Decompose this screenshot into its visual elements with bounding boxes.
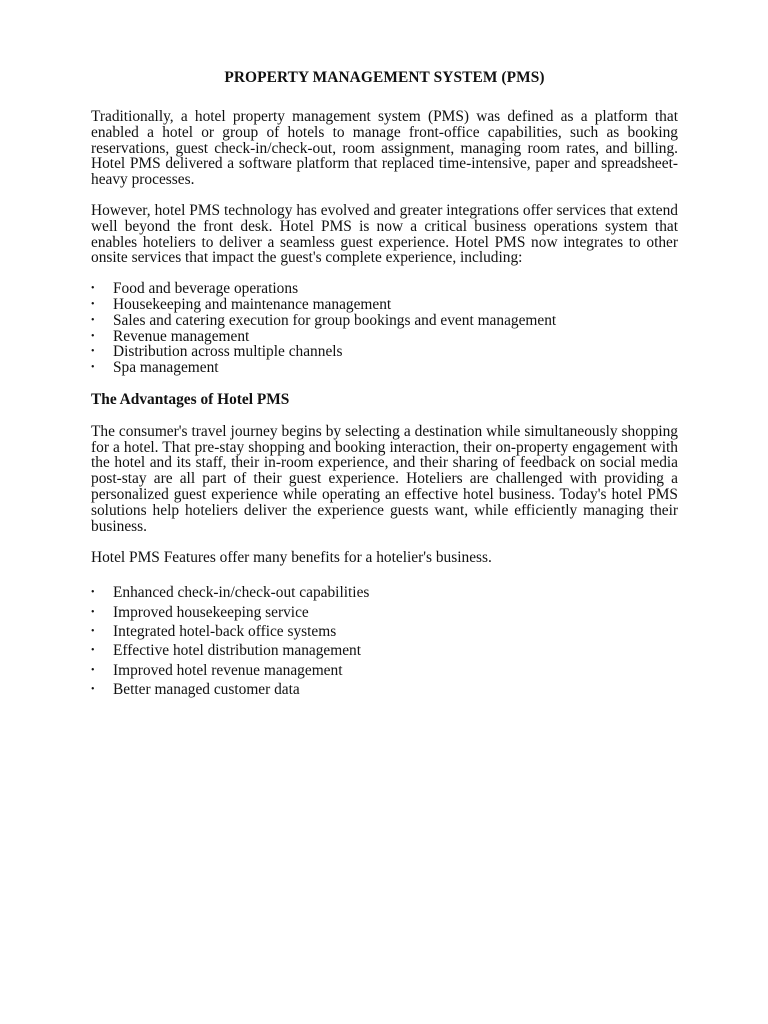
bullet-icon: • — [91, 606, 95, 618]
list-item: • Spa management — [91, 359, 219, 377]
list-item: • Effective hotel distribution management — [91, 642, 362, 660]
bullet-icon: • — [91, 645, 95, 657]
journey-paragraph: The consumer's travel journey begins by selecting a destination while simultaneously shopping for a hotel. That pre-stay shopping and booking interaction, their on-property engagement with the hotel and its staff, their in-room experience, and their sharing of feedback on social media post-stay are all part of their guest experience. Hoteliers are challenged with providing a personalized guest experience while operating an effective hotel business. Today's hotel PMS solutions help hoteliers deliver the experience guests want, while efficiently managing their business. — [91, 422, 678, 535]
list-item: • Enhanced check-in/check-out capabilities — [91, 584, 370, 602]
document-page — [91, 68, 678, 700]
list-item: • Housekeeping and maintenance management — [91, 295, 392, 313]
integrations-paragraph: However, hotel PMS technology has evolved and greater integrations offer services that extend well beyond the front desk. Hotel PMS is now a critical business operations system that enables hoteliers to deliver a seamless guest experience. Hotel PMS now integrates to other onsite services that impact the guest's complete experience, including: — [91, 201, 678, 267]
bullet-icon: • — [91, 314, 95, 326]
bullet-icon: • — [91, 330, 95, 342]
benefits-list — [91, 583, 678, 699]
bullet-icon: • — [91, 587, 95, 599]
list-item: • Sales and catering execution for group bookings and event management — [91, 311, 557, 329]
bullet-icon: • — [91, 298, 95, 310]
list-item: • Food and beverage operations — [91, 280, 299, 298]
bullet-icon: • — [91, 283, 95, 295]
document-title: PROPERTY MANAGEMENT SYSTEM (PMS) — [224, 69, 545, 86]
advantages-heading: The Advantages of Hotel PMS — [91, 390, 290, 408]
intro-paragraph: Traditionally, a hotel property management system (PMS) was defined as a platform that enabled a hotel or group of hotels to manage front-office capabilities, such as booking reservations, guest check-in/check-out, room assignment, managing room rates, and billing. Hotel PMS delivered a software platform that replaced time-intensive, paper and spreadsheet-heavy processes. — [91, 108, 678, 189]
features-paragraph: Hotel PMS Features offer many benefits for a hotelier's business. — [91, 549, 492, 567]
bullet-icon: • — [91, 346, 95, 358]
bullet-icon: • — [91, 362, 95, 374]
list-item: • Integrated hotel-back office systems — [91, 622, 337, 640]
list-item: • Improved hotel revenue management — [91, 661, 343, 679]
bullet-icon: • — [91, 664, 95, 676]
services-list — [91, 281, 678, 376]
bullet-icon: • — [91, 684, 95, 696]
list-item: • Revenue management — [91, 327, 250, 345]
list-item: • Improved housekeeping service — [91, 603, 309, 621]
bullet-icon: • — [91, 625, 95, 637]
list-item: • Distribution across multiple channels — [91, 343, 343, 361]
list-item: • Better managed customer data — [91, 681, 300, 699]
